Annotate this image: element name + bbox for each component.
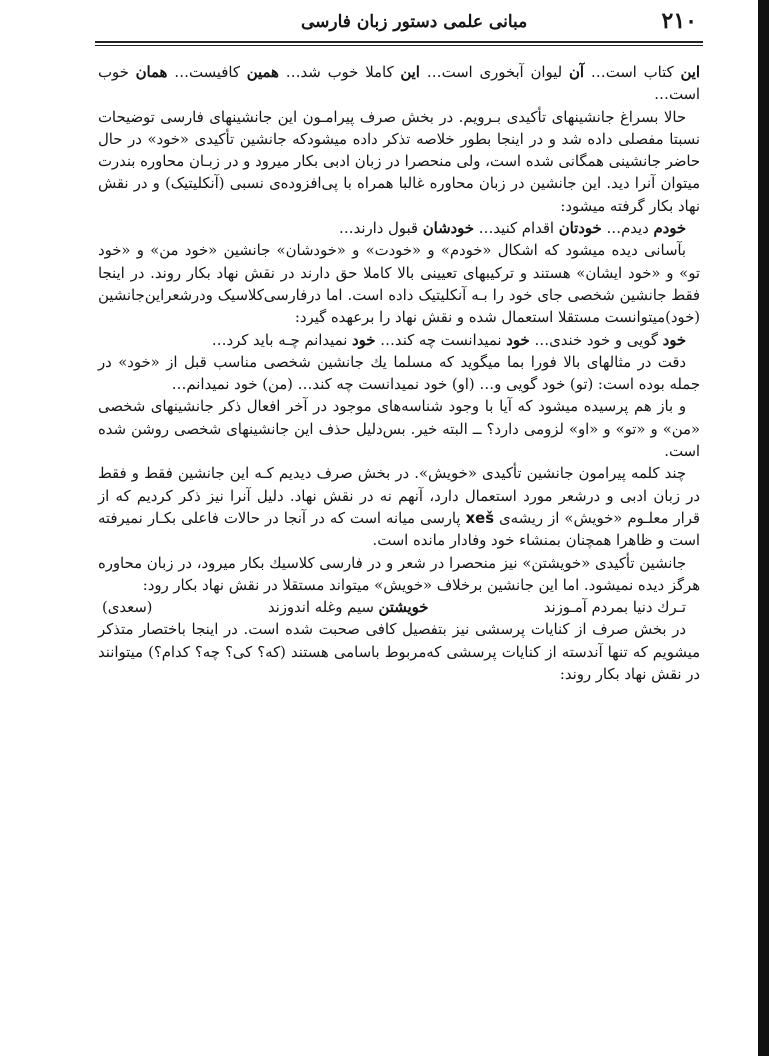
scan-edge-border [758, 0, 769, 1056]
verse-hemistich-first: تـرك دنیا بمردم آمـوزند [543, 599, 686, 617]
text-run: اقدام کنید… [473, 220, 559, 238]
text-run: نمیدانم چـه باید کرد… [211, 331, 353, 349]
running-title: مبانی علمی دستور زبان فارسی [301, 12, 528, 32]
text-run: گویی و خود خندی… [529, 331, 663, 349]
bold-word: آن [569, 64, 585, 81]
bold-word: همان [135, 64, 168, 81]
text-run: خوب است… [98, 64, 700, 104]
text-run: سیم وغله اندوزند [267, 599, 379, 617]
verse-hemistich-second [268, 597, 429, 619]
bold-word: خود [352, 331, 376, 349]
paragraph-personal-endings: و باز هم پرسیده میشود که آیا با وجود شناسه‌های موجود در آخر افعال ذکر جانشینهای شخصی «من» و «تو» و «او» لزومی دارد؟ ــ البته خیر. بس‌دلیل حذف این جانشینهای شخصی روشن شده است. [98, 398, 700, 461]
bold-word: این [400, 64, 420, 81]
paragraph-interrogatives: در بخش صرف از کنایات پرسشی نیز بتفصیل کافی صحبت شده است. در اینجا باختصار متذکر میشویم که تنها آندسته از کنایات پرسشی که‌مربوط باسامی هستند (که؟ کی؟ چه؟ کدام؟) میتوانند در نقش نهاد بکار روند: [98, 621, 700, 684]
text-run: پارسی میانه است که در آنجا در حالات فاعلی بکـار نمیرفته است و ظاهرا همچنان بمنشاء خود وفادار مانده است. [98, 509, 700, 550]
page-header [95, 6, 703, 40]
bold-word: خود [662, 331, 686, 349]
header-rule-thin [95, 45, 703, 46]
example-khod-subject [98, 330, 700, 352]
bold-word: خود [506, 331, 530, 349]
text-run: کتاب است… [584, 64, 681, 81]
transliteration: xeš [465, 509, 494, 527]
example-demonstratives [98, 62, 700, 107]
paragraph-khish [98, 463, 700, 552]
text-run: لیوان آبخوری است… [419, 64, 570, 81]
example-khod-enclitic [98, 218, 700, 240]
paragraph-compound-forms: بآسانی دیده میشود که اشکال «خودم» و «خودت» و «خودشان» جانشین «خود من» و «خود تو» و «خود ایشان» هستند و ترکیبهای تعیینی بالا کاملا حق دارند در نقش نهاد بکار روند. در اینجا فقط جانشین شخصی جای خود را بـه آنکلیتیک داده است. اما درفارسی‌کلاسیک ودرشعراین‌جانشین (خود)میتوانست مستقلا استعمال شده و نقش نهاد را برعهده گیرد: [98, 242, 700, 327]
page-body [98, 62, 700, 686]
header-rule [95, 41, 703, 43]
text-run: کافیست… [167, 64, 247, 81]
bold-word: خودشان [422, 220, 474, 238]
text-run: چند کلمه پیرامون جانشین تأکیدی «خویش». در بخش صرف دیدیم کـه این جانشین فقط و فقط در زبان ادبی و درشعر مورد استعمال دارد، آنهم نه در نقش نهاد. دلیل آنرا نیز ذکر کردیم که از قرار معلـوم «خویش» از ریشه‌ی [98, 465, 701, 527]
bold-word: خودم [653, 220, 686, 238]
page-number: ۲۱۰ [661, 8, 697, 34]
bold-word: همین [246, 64, 279, 81]
bold-word: این [680, 64, 700, 81]
bold-word: خودتان [558, 220, 602, 238]
paragraph-khishtan: جانشین تأکیدی «خویشتن» نیز منحصرا در شعر و در فارسی کلاسیك بکار میرود، در زبان محاوره هرگز دیده نمیشود. اما این جانشین برخلاف «خویش» میتواند مستقلا در نقش نهاد بکار رود: [98, 554, 700, 594]
poem-verse [98, 597, 700, 619]
text-run: قبول دارند… [338, 220, 423, 238]
text-run: کاملا خوب شد… [278, 64, 401, 81]
bold-word: خویشتن [378, 599, 429, 617]
paragraph-implied-pronoun: دقت در مثالهای بالا فورا بما میگوید که مسلما یك جانشین شخصی مناسب قبل از «خود» در جمله بوده است: (تو) خود گویی و… (او) خود نمیدانست چه کند… (من) خود نمیدانم… [98, 353, 700, 394]
verse-source: (سعدی) [102, 599, 153, 617]
text-run: دیدم… [601, 220, 654, 238]
paragraph-emphatic-pronouns: حالا بسراغ جانشینهای تأکیدی بـرویم. در بخش صرف پیرامـون این جانشینهای فارسی توضیحات نسبتا مفصلی داده شد و در اینجا بطور خلاصه تذکر داده میشودکه جانشین تأکیدی «خود» در حال حاضر جانشینی همگانی شده است، ولی منحصرا در زبان ادبی بکار میرود و در زبـان محاوره بندرت میتوان آنرا دید. این جانشین در زبان محاوره غالبا همراه با پی‌افزوده‌ی نسبی (آنکلیتیک) و در نقش نهاد بکار گرفته میشود: [98, 108, 700, 215]
text-run: نمیدانست چه کند… [375, 331, 507, 349]
